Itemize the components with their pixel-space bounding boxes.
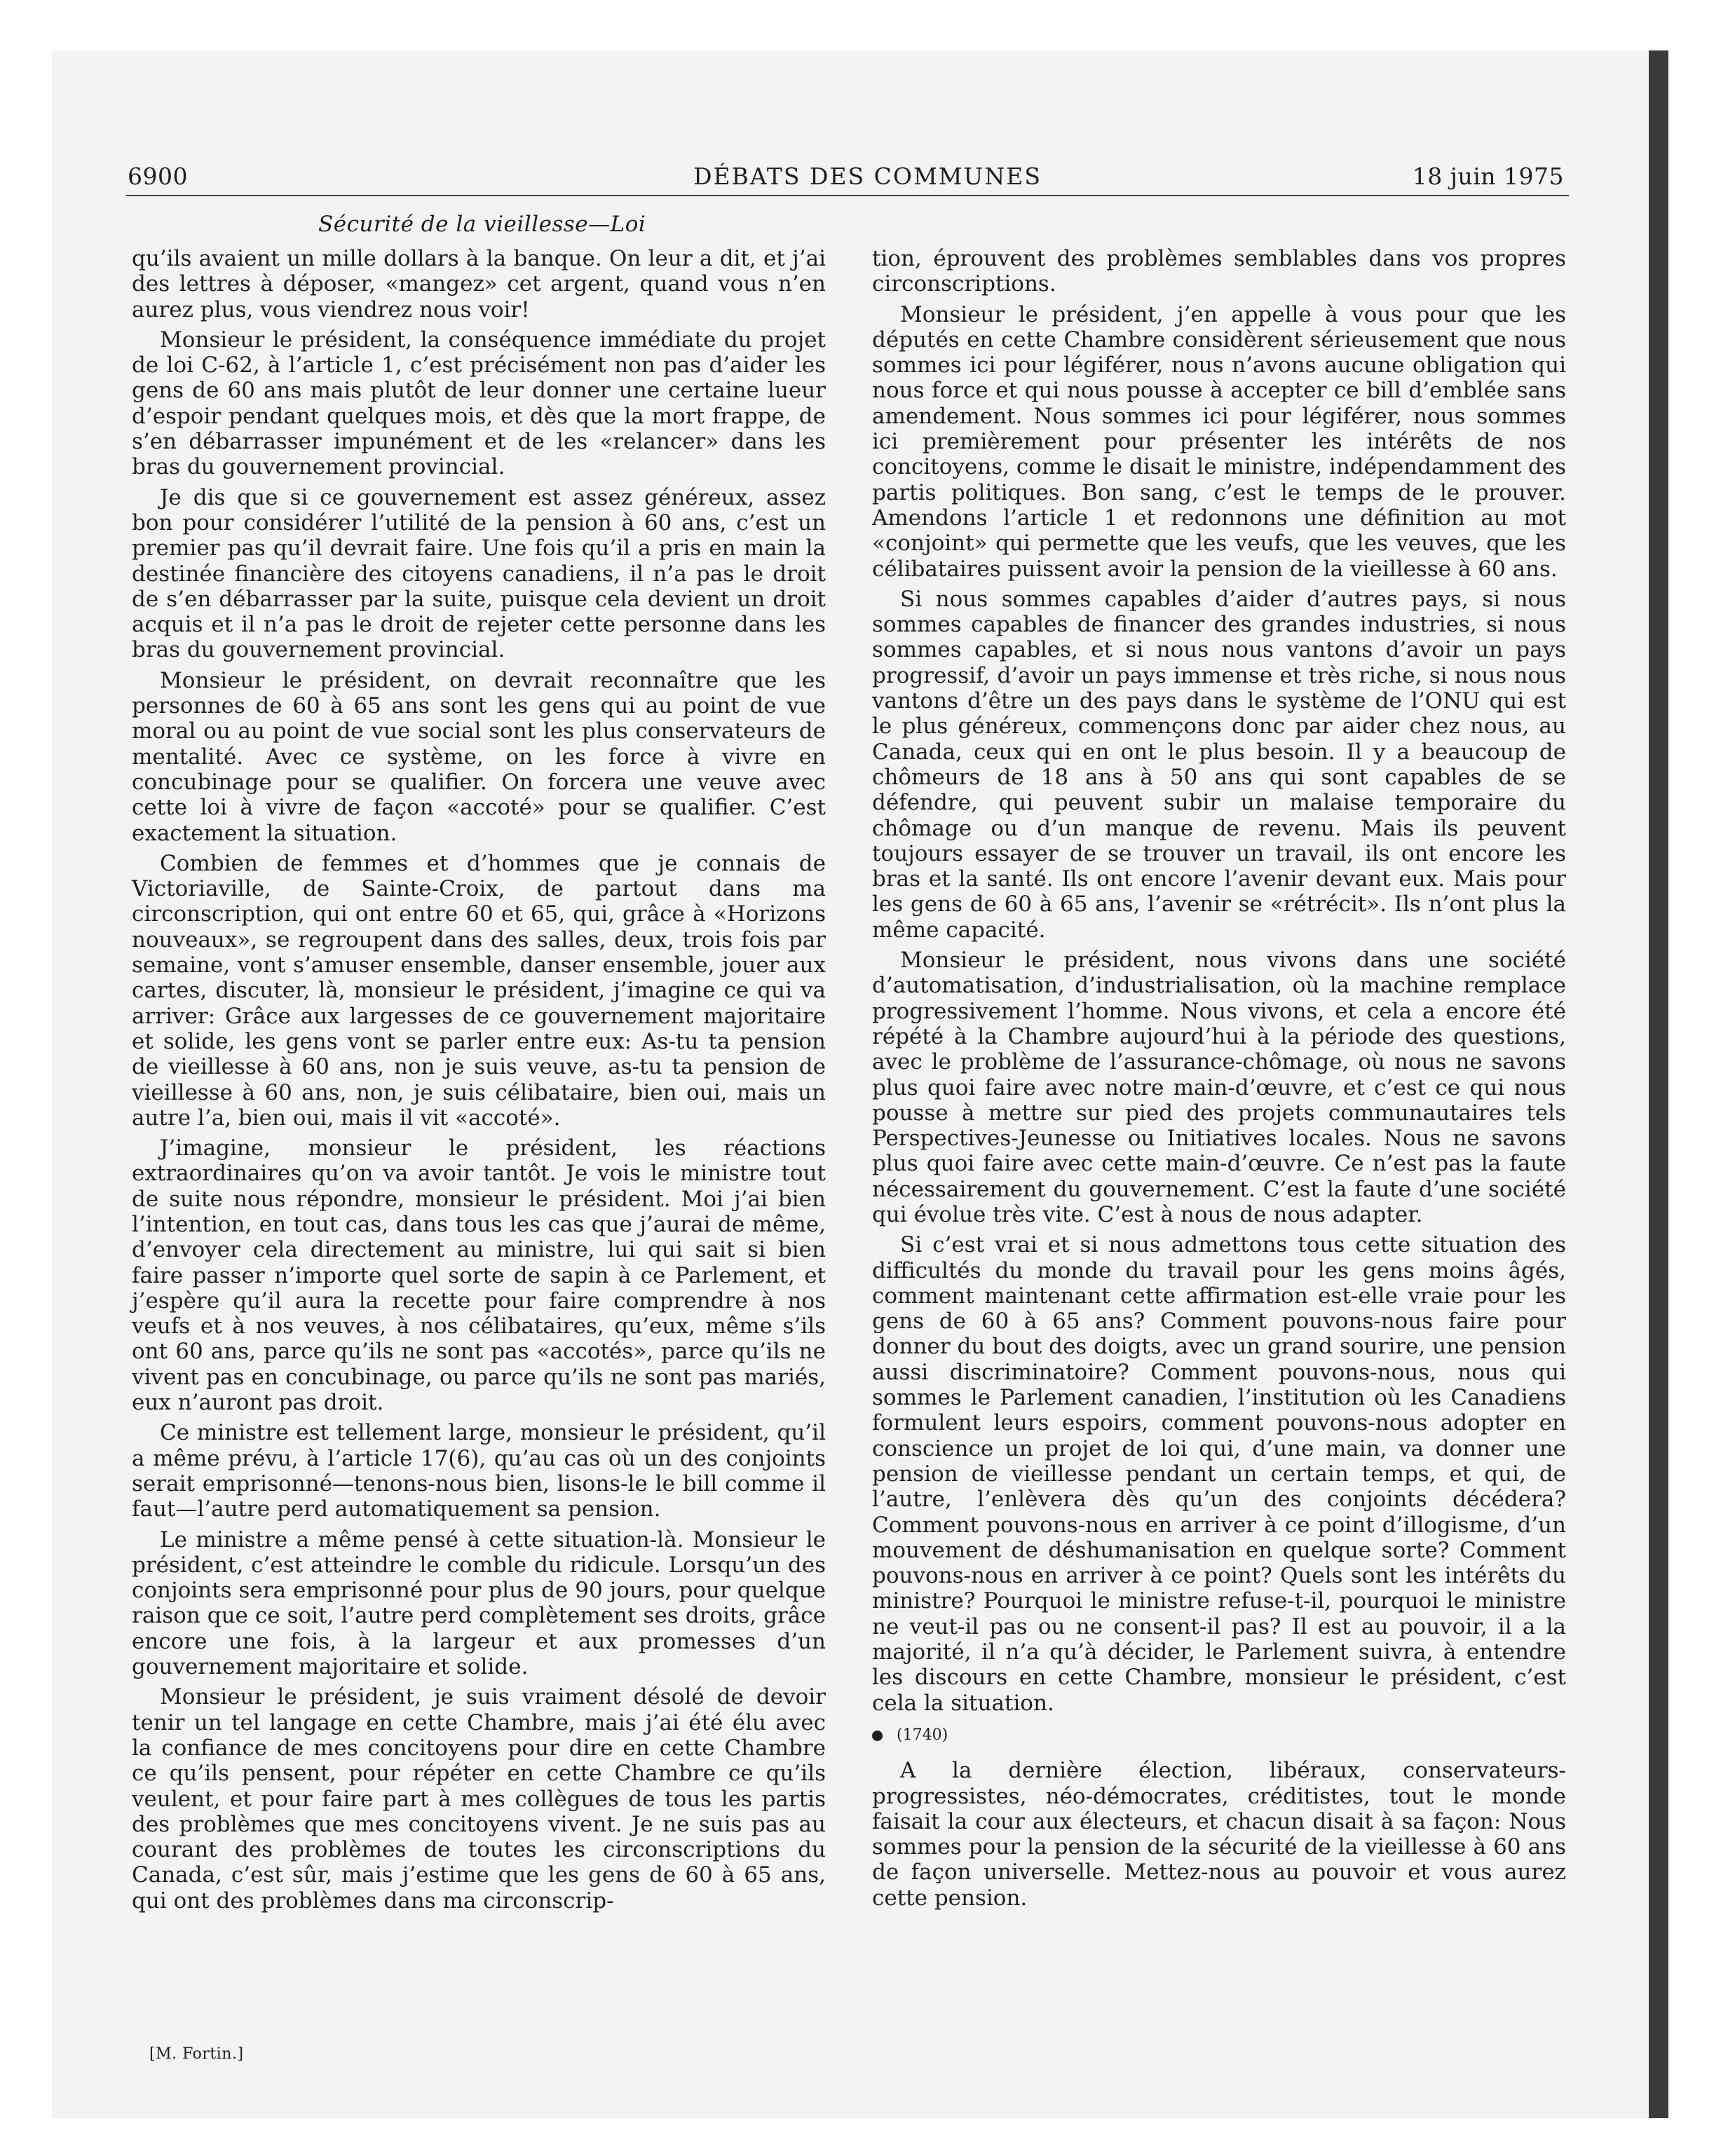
paragraph: Monsieur le président, je suis vraiment désolé de devoir tenir un tel langage en cette Chambre, mais j’ai été élu avec la confiance de mes concitoyens pour dire en cette Chambre ce qu’ils pensent, pour répéter en cette Chambre ce qu’ils veulent, et pour faire part à mes collègues de tous les partis des problèmes que mes concitoyens vivent. Je ne suis pas au courant des problèmes de toutes les circonscriptions du Canada, c’est sûr, mais j’estime que les gens de 60 à 65 ans, qui ont des problèmes dans ma circonscrip- xyxy=(132,1684,826,1913)
time-marker xyxy=(872,1723,1566,1748)
page-number: 6900 xyxy=(128,163,188,190)
paragraph: A la dernière élection, libéraux, conservateurs-progressistes, néo-démocrates, créditistes, tout le monde faisait la cour aux électeurs, et chacun disait à sa façon: Nous sommes pour la pension de la sécurité de la vieillesse à 60 ans de façon universelle. Mettez-nous au pouvoir et vous aurez cette pension. xyxy=(872,1758,1566,1911)
paragraph: Si nous sommes capables d’aider d’autres pays, si nous sommes capables de financer des grandes industries, si nous sommes capables, et si nous nous vantons d’avoir un pays progressif, d’avoir un pays immense et très riche, si nous nous vantons d’être un des pays dans le système de l’ONU qui est le plus généreux, commençons donc par aider chez nous, au Canada, ceux qui en ont le plus besoin. Il y a beaucoup de chômeurs de 18 ans à 50 ans qui sont capables de se défendre, qui peuvent subir un malaise temporaire du chômage ou d’un manque de revenu. Mais ils peuvent toujours essayer de se trouver un travail, ils ont encore les bras et la santé. Ils ont encore l’avenir devant eux. Mais pour les gens de 60 à 65 ans, l’avenir se «rétrécit». Ils n’ont plus la même capacité. xyxy=(872,586,1566,943)
paragraph: Je dis que si ce gouvernement est assez généreux, assez bon pour considérer l’utilité de la pension à 60 ans, c’est un premier pas qu’il devrait faire. Une fois qu’il a pris en main la destinée financière des citoyens canadiens, il n’a pas le droit de s’en débarrasser par la suite, puisque cela devient un droit acquis et il n’a pas le droit de rejeter cette personne dans les bras du gouvernement provincial. xyxy=(132,484,826,663)
speaker-footer: [M. Fortin.] xyxy=(149,2045,244,2063)
paragraph: Si c’est vrai et si nous admettons tous cette situation des difficultés du monde du travail pour les gens moins âgés, comment maintenant cette affirmation est-elle vraie pour les gens de 60 à 65 ans? Comment pouvons-nous faire pour donner du bout des doigts, avec un grand sourire, une pension aussi discriminatoire? Comment pouvons-nous, nous qui sommes le Parlement canadien, l’institution où les Canadiens formulent leurs espoirs, comment pouvons-nous adopter en conscience un projet de loi qui, d’une main, va donner une pension de vieillesse pendant un certain temps, et qui, de l’autre, l’enlèvera dès qu’un des conjoints décédera? Comment pouvons-nous en arriver à ce point d’illogisme, d’un mouvement de déshumanisation en quelque sorte? Comment pouvons-nous en arriver à ce point? Quels sont les intérêts du ministre? Pourquoi le ministre refuse-t-il, pourquoi le ministre ne veut-il pas ou ne consent-il pas? Il est au pouvoir, il a la majorité, il n’a qu’à décider, le Parlement suivra, à entendre les discours en cette Chambre, monsieur le président, c’est cela la situation. xyxy=(872,1232,1566,1716)
paragraph: Monsieur le président, la conséquence immédiate du projet de loi C-62, à l’article 1, c’est précisément non pas d’aider les gens de 60 ans mais plutôt de leur donner une certaine lueur d’espoir pendant quelques mois, et dès que la mort frappe, de s’en débarrasser impunément et de les «relancer» dans les bras du gouvernement provincial. xyxy=(132,327,826,480)
paragraph: Le ministre a même pensé à cette situation-là. Monsieur le président, c’est atteindre le comble du ridicule. Lorsqu’un des conjoints sera emprisonné pour plus de 90 jours, pour quelque raison que ce soit, l’autre perd complètement ses droits, grâce encore une fois, à la largeur et aux promesses d’un gouvernement majoritaire et solide. xyxy=(132,1527,826,1680)
header-rule xyxy=(126,195,1569,196)
bullet-icon xyxy=(872,1731,883,1741)
right-column xyxy=(872,246,1566,1916)
paragraph: Ce ministre est tellement large, monsieur le président, qu’il a même prévu, à l’article 17(6), qu’au cas où un des conjoints serait emprisonné—tenons-nous bien, lisons-le le bill comme il faut—l’autre perd automatiquement sa pension. xyxy=(132,1420,826,1522)
scan-edge-shadow xyxy=(1649,50,1668,2118)
paragraph: J’imagine, monsieur le président, les réactions extraordinaires qu’on va avoir tantôt. Je vois le ministre tout de suite nous répondre, monsieur le président. Moi j’ai bien l’intention, en tout cas, dans tous les cas que j’aurai de même, d’envoyer cela directement au ministre, lui qui sait si bien faire passer n’importe quel sorte de sapin à ce Parlement, et j’espère qu’il aura la recette pour faire comprendre à nos veufs et à nos veuves, à nos célibataires, qu’eux, même s’ils ont 60 ans, parce qu’ils ne sont pas «accotés», parce qu’ils ne vivent pas en concubinage, ou parce qu’ils ne sont pas mariés, eux n’auront pas droit. xyxy=(132,1135,826,1416)
paragraph: Monsieur le président, on devrait reconnaître que les personnes de 60 à 65 ans sont les gens qui au point de vue moral ou au point de vue social sont les plus conservateurs de mentalité. Avec ce système, on les force à vivre en concubinage pour se qualifier. On forcera une veuve avec cette loi à vivre de façon «accoté» pour se qualifier. C’est exactement la situation. xyxy=(132,667,826,846)
header-date: 18 juin 1975 xyxy=(1412,163,1564,190)
paragraph: qu’ils avaient un mille dollars à la banque. On leur a dit, et j’ai des lettres à déposer, «mangez» cet argent, quand vous n’en aurez plus, vous viendrez nous voir! xyxy=(132,246,826,322)
paragraph: Combien de femmes et d’hommes que je connais de Victoriaville, de Sainte-Croix, de partout dans ma circonscription, qui ont entre 60 et 65, qui, grâce à «Horizons nouveaux», se regroupent dans des salles, deux, trois fois par semaine, vont s’amuser ensemble, danser ensemble, jouer aux cartes, discuter, là, monsieur le président, j’imagine ce qui va arriver: Grâce aux largesses de ce gouvernement majoritaire et solide, les gens vont se parler entre eux: As-tu ta pension de vieillesse à 60 ans, non je suis veuve, as-tu ta pension de vieillesse à 60 ans, non, je suis célibataire, bien oui, mais un autre l’a, bien oui, mais il vit «accoté». xyxy=(132,850,826,1131)
running-title: DÉBATS DES COMMUNES xyxy=(693,163,1042,190)
paragraph: Monsieur le président, j’en appelle à vous pour que les députés en cette Chambre considèrent sérieusement que nous sommes ici pour légiférer, nous n’avons aucune obligation qui nous force et qui nous pousse à accepter ce bill d’emblée sans amendement. Nous sommes ici pour légiférer, nous sommes ici premièrement pour présenter les intérêts de nos concitoyens, comme le disait le ministre, indépendamment des partis politiques. Bon sang, c’est le temps de le prouver. Amendons l’article 1 et redonnons une définition au mot «conjoint» qui permette que les veufs, que les veuves, que les célibataires puissent avoir la pension de la vieillesse à 60 ans. xyxy=(872,301,1566,582)
section-title: Sécurité de la vieillesse—Loi xyxy=(318,212,646,237)
paragraph: tion, éprouvent des problèmes semblables dans vos propres circonscriptions. xyxy=(872,246,1566,297)
left-column xyxy=(132,246,826,1918)
paragraph: Monsieur le président, nous vivons dans une société d’automatisation, d’industrialisation, où la machine remplace progressivement l’homme. Nous vivons, et cela a encore été répété à la Chambre aujourd’hui à la période des questions, avec le problème de l’assurance-chômage, où nous ne savons plus quoi faire avec notre main-d’œuvre, et c’est ce qui nous pousse à mettre sur pied des projets communautaires tels Perspectives-Jeunesse ou Initiatives locales. Nous ne savons plus quoi faire avec cette main-d’œuvre. Ce n’est pas la faute nécessairement du gouvernement. C’est la faute d’une société qui évolue très vite. C’est à nous de nous adapter. xyxy=(872,948,1566,1227)
time-marker-text: (1740) xyxy=(897,1726,948,1744)
